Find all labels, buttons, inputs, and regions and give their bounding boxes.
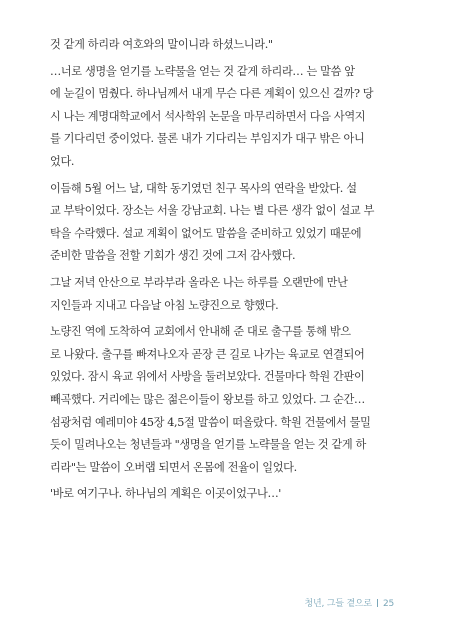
paragraph-noryangjin: 노량진 역에 도착하여 교회에서 안내해 준 대로 출구를 통해 밖으 로 나왔다. 출구를 빠져나오자 곧장 큰 길로 나가는 육교로 연결되어 있었다. 잠시 육교 위에서 사방을 둘러보았다. 건물마다 학원 간판이 빼곡했다. 거리에는 많은 젊은이들이 왕보를 하고 있었다. 그 순간… 섬광처럼 예레미야 45장 4,5절 말씀이 떠올랐다. 학원 건물에서 물밀 듯이 밀려나오는 청년들과 "생명을 얻기를 노략물을 얻는 것 같게 하 리라"는 말씀이 오버랩 되면서 온몸에 전율이 일었다. xyxy=(50,325,371,474)
page-footer xyxy=(304,596,394,609)
paragraph-reflection: …너로 생명을 얻기를 노략물을 얻는 것 같게 하리라… 는 말씀 앞 에 눈길이 멈췄다. 하나님께서 내게 무슨 다른 계획이 있으신 걸까? 당 시 나는 계명대학교에서 석사학위 논문을 마무리하면서 다음 사역지 를 기다리던 중이었다. 물론 내가 기다리는 부임지가 대구 밖은 아니 었다. xyxy=(50,64,374,168)
paragraph-invitation: 이듬해 5월 어느 날, 대학 동기였던 친구 목사의 연락을 받았다. 설 교 부탁이었다. 장소는 서울 강남교회. 나는 별 다른 생각 없이 설교 부 탁을 수락했다. 설교 계획이 없어도 말씀을 준비하고 있었기 때문에 준비한 말씀을 전할 기회가 생긴 것에 그저 감사했다. xyxy=(50,181,375,263)
paragraph-quote-ending: 것 같게 하리라 여호와의 말이니라 하셨느니라." xyxy=(50,38,273,51)
page-body xyxy=(50,34,395,506)
paragraph-realization: '바로 여기구나. 하나님의 계획은 이곳이었구나…' xyxy=(50,487,282,501)
footer-separator xyxy=(377,599,378,607)
running-chapter-title: 청년, 그들 곁으로 xyxy=(304,599,372,609)
paragraph-journey: 그날 저녁 안산으로 부라부라 올라온 나는 하루를 오랜만에 만난 지인들과 지내고 다음날 아침 노량진으로 향했다. xyxy=(50,275,348,312)
page-number: 25 xyxy=(382,599,394,609)
